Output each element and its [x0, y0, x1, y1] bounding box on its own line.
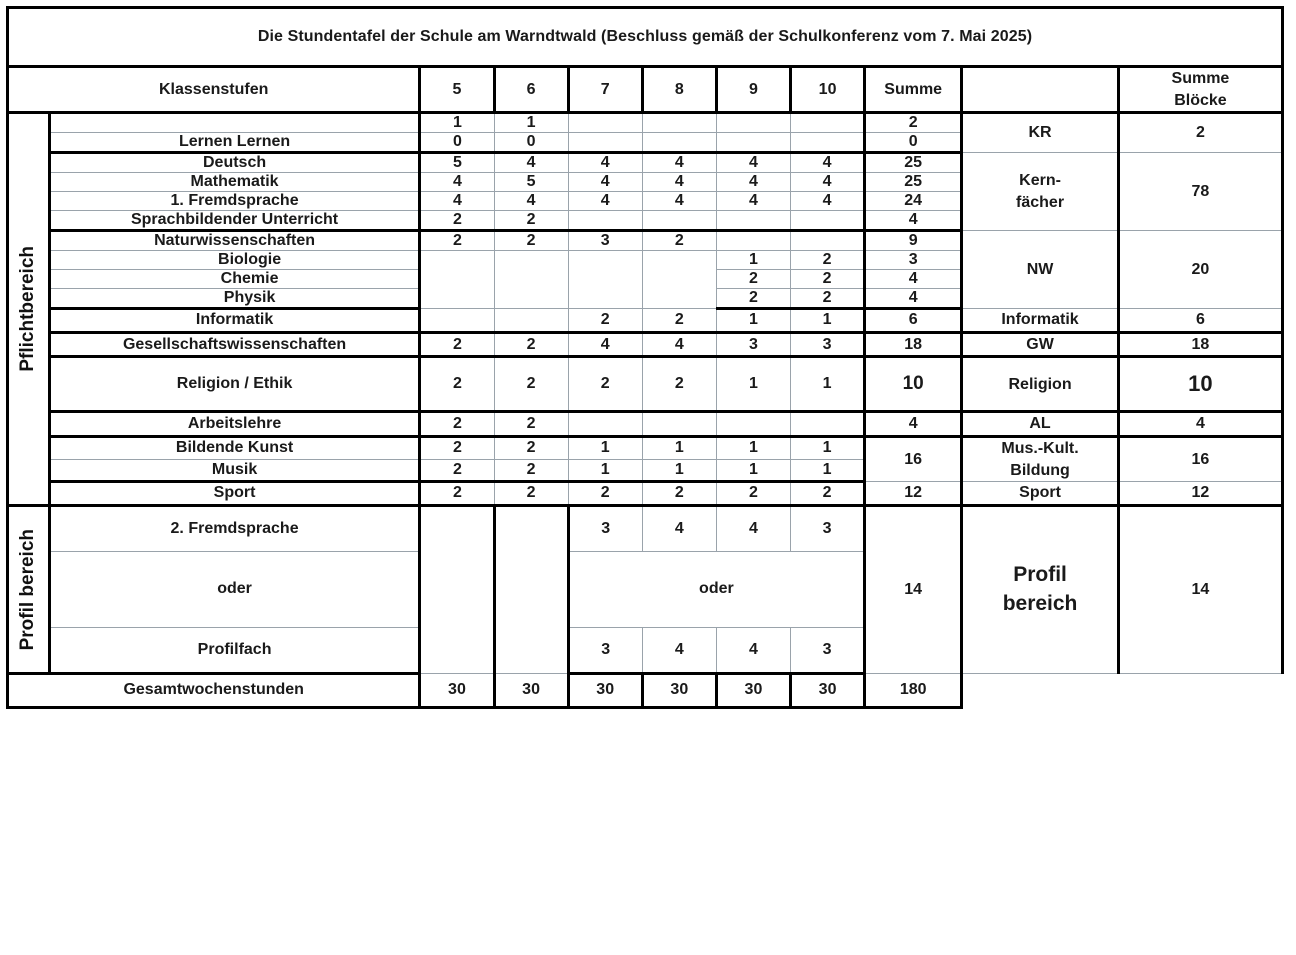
header-grade-8: 8 — [642, 67, 716, 113]
row-label-profilfach: Profilfach — [49, 627, 420, 673]
row-label-fremdsprache2: 2. Fremdsprache — [49, 505, 420, 551]
header-summe: Summe — [865, 67, 962, 113]
cell-kr-blank-5: 1 — [420, 113, 494, 133]
cell-informatik-7: 2 — [568, 309, 642, 333]
row-label-chemie: Chemie — [49, 270, 420, 289]
cell-religion-10: 1 — [791, 357, 865, 412]
cell-physik-10: 2 — [791, 289, 865, 309]
cell-informatik-9: 1 — [716, 309, 790, 333]
cell-bildende-kunst-6: 2 — [494, 436, 568, 459]
row-label-oder-right: oder — [568, 551, 865, 627]
cell-sprachbildung-summe: 4 — [865, 211, 962, 231]
cell-profilfach-10: 3 — [791, 627, 865, 673]
cell-lernen-lernen-10 — [791, 133, 865, 153]
cell-religion-8: 2 — [642, 357, 716, 412]
cell-kr-blank-9 — [716, 113, 790, 133]
cell-sport-6: 2 — [494, 482, 568, 506]
cell-lernen-lernen-5: 0 — [420, 133, 494, 153]
total-5: 30 — [420, 673, 494, 707]
block-name-nw: NW — [962, 231, 1119, 309]
cell-musik-5: 2 — [420, 459, 494, 482]
cell-arbeitslehre-9 — [716, 412, 790, 437]
header-klassenstufen: Klassenstufen — [8, 67, 420, 113]
total-label: Gesamtwochenstunden — [8, 673, 420, 707]
cell-sport-10: 2 — [791, 482, 865, 506]
cell-biologie-10: 2 — [791, 251, 865, 270]
cell-naturwissenschaften-5: 2 — [420, 231, 494, 251]
header-row — [8, 67, 1283, 113]
row-label-arbeitslehre: Arbeitslehre — [49, 412, 420, 437]
row-label-fremdsprache1: 1. Fremdsprache — [49, 192, 420, 211]
header-block-blank — [962, 67, 1119, 113]
table-row — [8, 505, 1283, 551]
block-name-mkb — [962, 436, 1119, 481]
cell-lernen-lernen-8 — [642, 133, 716, 153]
cell-musik-6: 2 — [494, 459, 568, 482]
cell-informatik-8: 2 — [642, 309, 716, 333]
total-9: 30 — [716, 673, 790, 707]
cell-nwgroup-7 — [568, 251, 642, 309]
cell-religion-9: 1 — [716, 357, 790, 412]
header-grade-5: 5 — [420, 67, 494, 113]
cell-mathematik-7: 4 — [568, 173, 642, 192]
block-name-religion: Religion — [962, 357, 1119, 412]
header-grade-6: 6 — [494, 67, 568, 113]
row-label-sport: Sport — [49, 482, 420, 506]
cell-profil-5 — [420, 505, 494, 673]
header-grade-10: 10 — [791, 67, 865, 113]
cell-kr-blank-summe: 2 — [865, 113, 962, 133]
row-label-informatik: Informatik — [49, 309, 420, 333]
cell-musik-7: 1 — [568, 459, 642, 482]
total-7: 30 — [568, 673, 642, 707]
cell-bildende-kunst-7: 1 — [568, 436, 642, 459]
block-sum-gw: 18 — [1118, 332, 1282, 357]
cell-chemie-9: 2 — [716, 270, 790, 289]
block-name-kr: KR — [962, 113, 1119, 153]
cell-profilfach-7: 3 — [568, 627, 642, 673]
block-name-kernfaecher-line1: Kern- — [1019, 172, 1061, 190]
table-row — [8, 332, 1283, 357]
cell-informatik-5 — [420, 309, 494, 333]
block-name-profilbereich-line2: bereich — [1002, 591, 1078, 615]
cell-fremdsprache1-6: 4 — [494, 192, 568, 211]
section-label-pflichtbereich — [8, 113, 50, 506]
cell-physik-summe: 4 — [865, 289, 962, 309]
block-name-profilbereich-line1: Profil — [1013, 563, 1067, 587]
block-sum-sport: 12 — [1118, 482, 1282, 506]
cell-religion-summe: 10 — [865, 357, 962, 412]
section-label-pflichtbereich-text: Pflichtbereich — [17, 246, 39, 372]
block-sum-kernfaecher: 78 — [1118, 153, 1282, 231]
cell-informatik-10: 1 — [791, 309, 865, 333]
cell-gw-7: 4 — [568, 332, 642, 357]
cell-naturwissenschaften-7: 3 — [568, 231, 642, 251]
row-label-lernen-lernen: Lernen Lernen — [49, 133, 420, 153]
cell-kr-blank-10 — [791, 113, 865, 133]
block-sum-kr: 2 — [1118, 113, 1282, 153]
cell-religion-6: 2 — [494, 357, 568, 412]
section-label-profilbereich-text: Profil bereich — [17, 528, 39, 650]
cell-deutsch-9: 4 — [716, 153, 790, 173]
block-sum-mkb: 16 — [1118, 436, 1282, 481]
total-blank-1 — [962, 673, 1119, 707]
cell-kr-blank-8 — [642, 113, 716, 133]
block-sum-informatik: 6 — [1118, 309, 1282, 333]
row-label-bildende-kunst: Bildende Kunst — [49, 436, 420, 459]
cell-sport-summe: 12 — [865, 482, 962, 506]
cell-mathematik-6: 5 — [494, 173, 568, 192]
cell-nwgroup-5 — [420, 251, 494, 309]
total-10: 30 — [791, 673, 865, 707]
total-row — [8, 673, 1283, 707]
cell-gw-8: 4 — [642, 332, 716, 357]
cell-chemie-10: 2 — [791, 270, 865, 289]
cell-bildende-kunst-5: 2 — [420, 436, 494, 459]
cell-sprachbildung-6: 2 — [494, 211, 568, 231]
cell-fremdsprache1-8: 4 — [642, 192, 716, 211]
cell-gw-6: 2 — [494, 332, 568, 357]
cell-bildende-kunst-10: 1 — [791, 436, 865, 459]
cell-religion-7: 2 — [568, 357, 642, 412]
row-label-oder-left: oder — [49, 551, 420, 627]
cell-fremdsprache2-10: 3 — [791, 505, 865, 551]
cell-sprachbildung-8 — [642, 211, 716, 231]
cell-deutsch-7: 4 — [568, 153, 642, 173]
table-row — [8, 482, 1283, 506]
total-summe: 180 — [865, 673, 962, 707]
cell-bildende-kunst-9: 1 — [716, 436, 790, 459]
block-name-kernfaecher-line2: fächer — [1016, 193, 1065, 211]
page-title: Die Stundentafel der Schule am Warndtwald (Beschluss gemäß der Schulkonferenz vom 7. Mai 2025) — [8, 8, 1283, 67]
cell-fremdsprache1-5: 4 — [420, 192, 494, 211]
cell-lernen-lernen-6: 0 — [494, 133, 568, 153]
total-blank-2 — [1118, 673, 1282, 707]
cell-arbeitslehre-6: 2 — [494, 412, 568, 437]
cell-sport-7: 2 — [568, 482, 642, 506]
row-label-deutsch: Deutsch — [49, 153, 420, 173]
cell-deutsch-6: 4 — [494, 153, 568, 173]
cell-mathematik-5: 4 — [420, 173, 494, 192]
cell-arbeitslehre-7 — [568, 412, 642, 437]
cell-deutsch-summe: 25 — [865, 153, 962, 173]
block-sum-profilbereich: 14 — [1118, 505, 1282, 673]
cell-lernen-lernen-9 — [716, 133, 790, 153]
cell-deutsch-8: 4 — [642, 153, 716, 173]
title-row — [8, 8, 1283, 67]
cell-physik-9: 2 — [716, 289, 790, 309]
cell-fremdsprache2-8: 4 — [642, 505, 716, 551]
block-name-mkb-line2: Bildung — [1010, 461, 1070, 479]
total-6: 30 — [494, 673, 568, 707]
cell-deutsch-10: 4 — [791, 153, 865, 173]
table-row — [8, 412, 1283, 437]
row-label-musik: Musik — [49, 459, 420, 482]
cell-fremdsprache1-9: 4 — [716, 192, 790, 211]
cell-gw-5: 2 — [420, 332, 494, 357]
cell-profil-summe: 14 — [865, 505, 962, 673]
block-sum-religion: 10 — [1118, 357, 1282, 412]
cell-arbeitslehre-10 — [791, 412, 865, 437]
cell-informatik-6 — [494, 309, 568, 333]
cell-sprachbildung-9 — [716, 211, 790, 231]
cell-musik-8: 1 — [642, 459, 716, 482]
section-label-profilbereich — [8, 505, 50, 673]
block-sum-nw: 20 — [1118, 231, 1282, 309]
cell-gw-9: 3 — [716, 332, 790, 357]
block-name-sport: Sport — [962, 482, 1119, 506]
table-row — [8, 113, 1283, 133]
cell-mathematik-summe: 25 — [865, 173, 962, 192]
cell-profil-6 — [494, 505, 568, 673]
cell-sport-5: 2 — [420, 482, 494, 506]
cell-arbeitslehre-5: 2 — [420, 412, 494, 437]
table-row — [8, 153, 1283, 173]
cell-nwgroup-8 — [642, 251, 716, 309]
cell-sport-9: 2 — [716, 482, 790, 506]
cell-fremdsprache2-7: 3 — [568, 505, 642, 551]
cell-profilfach-9: 4 — [716, 627, 790, 673]
block-name-kernfaecher — [962, 153, 1119, 231]
cell-nwgroup-6 — [494, 251, 568, 309]
cell-naturwissenschaften-9 — [716, 231, 790, 251]
header-grade-9: 9 — [716, 67, 790, 113]
cell-kr-blank-6: 1 — [494, 113, 568, 133]
cell-mkb-summe: 16 — [865, 436, 962, 481]
row-label-biologie: Biologie — [49, 251, 420, 270]
block-name-al: AL — [962, 412, 1119, 437]
cell-fremdsprache2-9: 4 — [716, 505, 790, 551]
cell-sprachbildung-5: 2 — [420, 211, 494, 231]
row-label-gesellschaftswissenschaften: Gesellschaftswissenschaften — [49, 332, 420, 357]
cell-deutsch-5: 5 — [420, 153, 494, 173]
block-name-gw: GW — [962, 332, 1119, 357]
cell-religion-5: 2 — [420, 357, 494, 412]
header-summe-bloecke — [1118, 67, 1282, 113]
row-label-physik: Physik — [49, 289, 420, 309]
header-grade-7: 7 — [568, 67, 642, 113]
cell-sprachbildung-10 — [791, 211, 865, 231]
cell-lernen-lernen-7 — [568, 133, 642, 153]
table-row — [8, 309, 1283, 333]
stundentafel-table — [6, 6, 1284, 709]
cell-musik-10: 1 — [791, 459, 865, 482]
block-sum-al: 4 — [1118, 412, 1282, 437]
cell-kr-blank-7 — [568, 113, 642, 133]
row-label-mathematik: Mathematik — [49, 173, 420, 192]
cell-sprachbildung-7 — [568, 211, 642, 231]
cell-fremdsprache1-summe: 24 — [865, 192, 962, 211]
row-label-naturwissenschaften: Naturwissenschaften — [49, 231, 420, 251]
cell-gw-summe: 18 — [865, 332, 962, 357]
cell-musik-9: 1 — [716, 459, 790, 482]
cell-naturwissenschaften-6: 2 — [494, 231, 568, 251]
cell-naturwissenschaften-8: 2 — [642, 231, 716, 251]
cell-biologie-summe: 3 — [865, 251, 962, 270]
cell-profilfach-8: 4 — [642, 627, 716, 673]
cell-mathematik-8: 4 — [642, 173, 716, 192]
table-row — [8, 231, 1283, 251]
total-8: 30 — [642, 673, 716, 707]
cell-arbeitslehre-summe: 4 — [865, 412, 962, 437]
cell-mathematik-10: 4 — [791, 173, 865, 192]
cell-chemie-summe: 4 — [865, 270, 962, 289]
cell-naturwissenschaften-10 — [791, 231, 865, 251]
table-row — [8, 357, 1283, 412]
block-name-informatik: Informatik — [962, 309, 1119, 333]
row-label-sprachbildung: Sprachbildender Unterricht — [49, 211, 420, 231]
row-label-kr-blank — [49, 113, 420, 133]
cell-naturwissenschaften-summe: 9 — [865, 231, 962, 251]
cell-biologie-9: 1 — [716, 251, 790, 270]
block-name-mkb-line1: Mus.-Kult. — [1001, 439, 1079, 457]
cell-arbeitslehre-8 — [642, 412, 716, 437]
header-summe-bloecke-line2: Blöcke — [1174, 91, 1227, 109]
cell-sport-8: 2 — [642, 482, 716, 506]
cell-mathematik-9: 4 — [716, 173, 790, 192]
row-label-religion: Religion / Ethik — [49, 357, 420, 412]
block-name-profilbereich — [962, 505, 1119, 673]
cell-bildende-kunst-8: 1 — [642, 436, 716, 459]
table-row — [8, 436, 1283, 459]
cell-gw-10: 3 — [791, 332, 865, 357]
header-summe-bloecke-line1: Summe — [1171, 70, 1230, 87]
cell-lernen-lernen-summe: 0 — [865, 133, 962, 153]
cell-fremdsprache1-10: 4 — [791, 192, 865, 211]
cell-informatik-summe: 6 — [865, 309, 962, 333]
cell-fremdsprache1-7: 4 — [568, 192, 642, 211]
